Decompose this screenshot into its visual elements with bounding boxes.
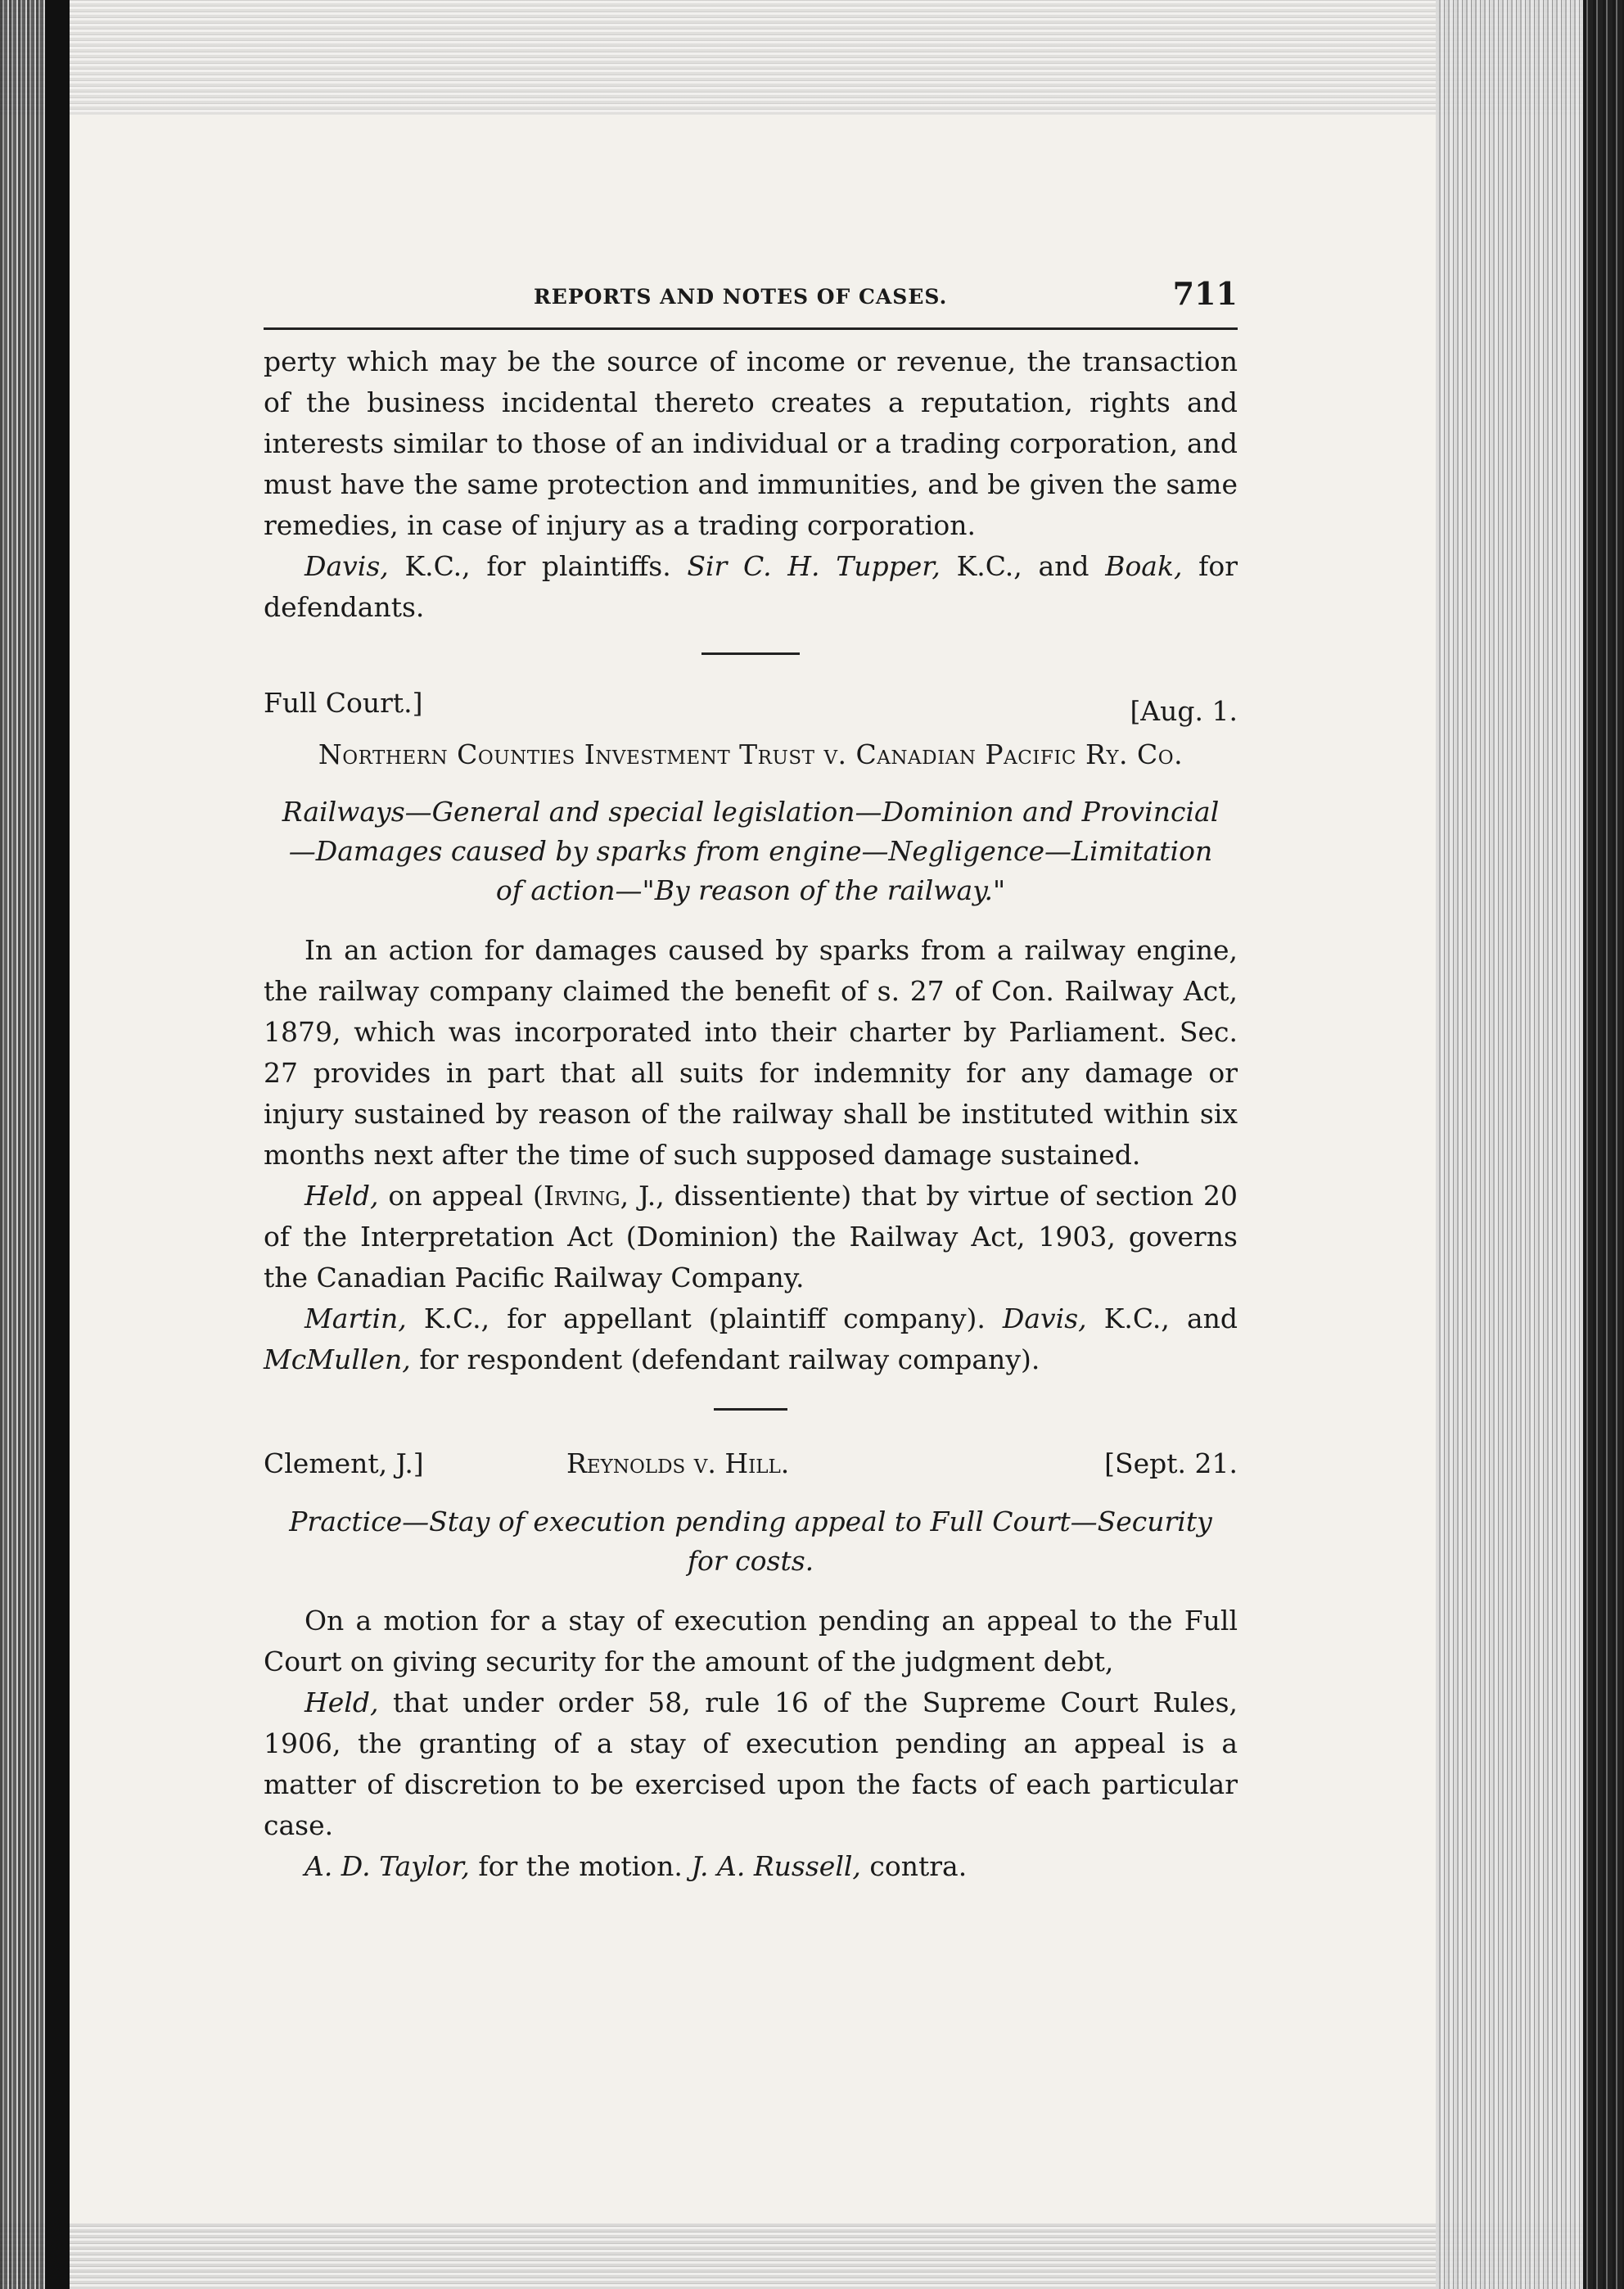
page-number: 711 (1172, 275, 1238, 312)
case2-court-line (264, 1443, 1238, 1484)
held-text: , J., dissentiente) that by virtue of section 20 of the Interpretation Act (Dominion) the Railway Act, 1903, governs the Canadian Pacific Railway Company. (264, 1180, 1238, 1293)
continuation-paragraph: perty which may be the source of income or revenue, the transaction of the business incidental thereto creates a reputation, rights and interests similar to those of an individual or a trading corporation, and must have the same protection and immunities, and be given the same remedies, in case of injury as a trading corporation. (264, 345, 1238, 541)
case1-held (264, 1176, 1238, 1298)
counsel-text: K.C., and (940, 550, 1106, 582)
counsel-text: for the motion. (469, 1850, 692, 1882)
case2-headnote: Practice—Stay of execution pending appeal to Full Court—Security for costs. (289, 1506, 1212, 1577)
counsel-name: Davis, (304, 550, 389, 582)
case2-date: [Sept. 21. (1104, 1447, 1238, 1479)
case2-paragraph: On a motion for a stay of execution pending an appeal to the Full Court on giving security for the amount of the judgment debt, (264, 1605, 1238, 1677)
scan-edge-bottom (0, 2224, 1624, 2289)
counsel-text: K.C., for plaintiffs. (388, 550, 688, 582)
counsel-name: A. D. Taylor, (304, 1850, 470, 1882)
scan-edge-right-dark (1583, 0, 1624, 2289)
counsel-name: J. A. Russell, (691, 1850, 861, 1882)
continuation-counsel (264, 546, 1238, 628)
running-title: REPORTS AND NOTES OF CASES. (534, 285, 948, 309)
case-separator (714, 1408, 787, 1411)
counsel-name: Sir C. H. Tupper, (687, 550, 941, 582)
case2-counsel (264, 1846, 1238, 1887)
case1-court-line (264, 683, 1238, 727)
counsel-text: for defendants. (264, 550, 1238, 623)
case-separator (701, 652, 800, 655)
held-text: that under order 58, rule 16 of the Supreme Court Rules, 1906, the granting of a stay of execution pending an appeal is a matter of discretion to be exercised upon the facts of each particular case. (264, 1686, 1238, 1841)
held-text: on appeal ( (378, 1180, 544, 1212)
counsel-text: K.C., for appellant (plaintiff company). (406, 1303, 1003, 1334)
counsel-name: Boak, (1105, 550, 1183, 582)
document-page (264, 270, 1238, 1887)
case2-title: Reynolds v. Hill. (566, 1447, 790, 1479)
scan-edge-top (0, 0, 1624, 115)
counsel-name: Martin, (304, 1303, 407, 1334)
case1-court: Full Court.] (264, 687, 423, 719)
judge-name: Irving (543, 1180, 620, 1212)
held-label: Held, (304, 1180, 379, 1212)
case1-title: Northern Counties Investment Trust v. Canadian Pacific Ry. Co. (318, 738, 1184, 770)
case1-paragraph: In an action for damages caused by sparks from a railway engine, the railway company claimed the benefit of s. 27 of Con. Railway Act, 1879, which was incorporated into their charter by Parliament. Sec. 27 provides in part that all suits for indemnity for any damage or injury sustained by reason of the railway shall be instituted within six months next after the time of such supposed damage sustained. (264, 934, 1238, 1171)
running-header (264, 270, 1238, 330)
counsel-name: McMullen, (264, 1343, 411, 1375)
case1-headnote: Railways—General and special legislation—Dominion and Provincial—Damages caused by sparks from engine—Negligence—Limitation of action—"By reason of the railway." (282, 796, 1220, 906)
counsel-text: for respondent (defendant railway company). (410, 1343, 1040, 1375)
counsel-text: K.C., and (1086, 1303, 1238, 1334)
scan-binding-shadow (45, 0, 70, 2289)
case1-counsel (264, 1298, 1238, 1380)
case2-held (264, 1682, 1238, 1846)
counsel-name: Davis, (1002, 1303, 1087, 1334)
case2-court: Clement, J.] (264, 1447, 424, 1479)
held-label: Held, (304, 1686, 379, 1718)
counsel-text: contra. (860, 1850, 968, 1882)
case1-date: [Aug. 1. (1130, 695, 1238, 727)
